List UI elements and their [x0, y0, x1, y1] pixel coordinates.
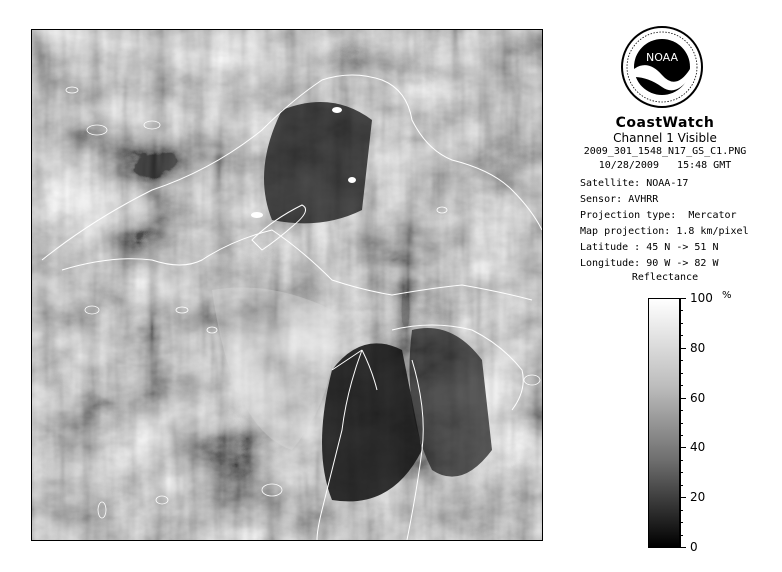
colorbar-minor-tick [680, 323, 683, 324]
colorbar-minor-tick [680, 423, 683, 424]
product-title: CoastWatch [615, 115, 715, 131]
colorbar-tick-label: 0 [690, 540, 698, 554]
colorbar-minor-tick [680, 522, 683, 523]
colorbar-minor-tick [680, 310, 683, 311]
colorbar-minor-tick [680, 385, 683, 386]
meta-label: Satellite: [580, 178, 641, 189]
colorbar-tick-label: 80 [690, 340, 706, 355]
colorbar-minor-tick [680, 360, 683, 361]
meta-value: NOAA-17 [646, 178, 689, 189]
colorbar-minor-tick [680, 435, 683, 436]
noaa-logo [620, 25, 704, 109]
meta-value: AVHRR [628, 194, 659, 205]
noaa-logo-text: NOAA [645, 51, 679, 64]
legend-panel [560, 25, 770, 565]
colorbar-major-tick [680, 348, 686, 349]
acquisition-datetime [560, 160, 770, 171]
map-canvas [32, 30, 542, 540]
file-name: 2009_301_1548_N17_GS_C1.PNG [583, 146, 747, 157]
acquisition-date: 10/28/2009 [598, 160, 659, 171]
colorbar-tick-label: 60 [690, 390, 706, 405]
meta-label: Map projection: [580, 226, 671, 237]
colorbar-major-tick [680, 398, 686, 399]
colorbar-minor-tick [680, 373, 683, 374]
lake-superior-clear-area [264, 102, 372, 223]
colorbar-label: Reflectance [631, 272, 699, 283]
colorbar-minor-tick [680, 485, 683, 486]
colorbar-minor-tick [680, 472, 683, 473]
satellite-image[interactable] [31, 29, 543, 541]
colorbar-minor-tick [680, 410, 683, 411]
meta-latitude [580, 242, 719, 253]
colorbar-minor-tick [680, 335, 683, 336]
meta-label: Latitude : [580, 242, 641, 253]
colorbar-minor-tick [680, 460, 683, 461]
meta-value: 45 N -> 51 N [646, 242, 719, 253]
colorbar-tick-label: 100 [690, 291, 713, 305]
meta-map-projection [580, 226, 749, 237]
meta-value: Mercator [688, 210, 737, 221]
colorbar-major-tick [680, 447, 686, 448]
meta-projection-type [580, 210, 737, 221]
meta-value: 1.8 km/pixel [676, 226, 749, 237]
colorbar-tick-label: 20 [690, 490, 706, 505]
colorbar-minor-tick [680, 510, 683, 511]
acquisition-time: 15:48 GMT [677, 160, 732, 171]
meta-value: 90 W -> 82 W [646, 258, 719, 269]
colorbar-major-tick [680, 497, 686, 498]
meta-longitude [580, 258, 719, 269]
meta-label: Sensor: [580, 194, 623, 205]
meta-sensor [580, 194, 658, 205]
colorbar-minor-tick [680, 535, 683, 536]
meta-label: Longitude: [580, 258, 641, 269]
colorbar [648, 298, 680, 548]
meta-label: Projection type: [580, 210, 677, 221]
colorbar-tick-label: 40 [690, 440, 706, 455]
noaa-seal-icon [620, 25, 704, 109]
colorbar-major-tick [680, 298, 686, 299]
colorbar-unit: % [722, 290, 732, 301]
colorbar-major-tick [680, 547, 686, 548]
channel-subtitle: Channel 1 Visible [613, 131, 717, 145]
meta-satellite [580, 178, 688, 189]
